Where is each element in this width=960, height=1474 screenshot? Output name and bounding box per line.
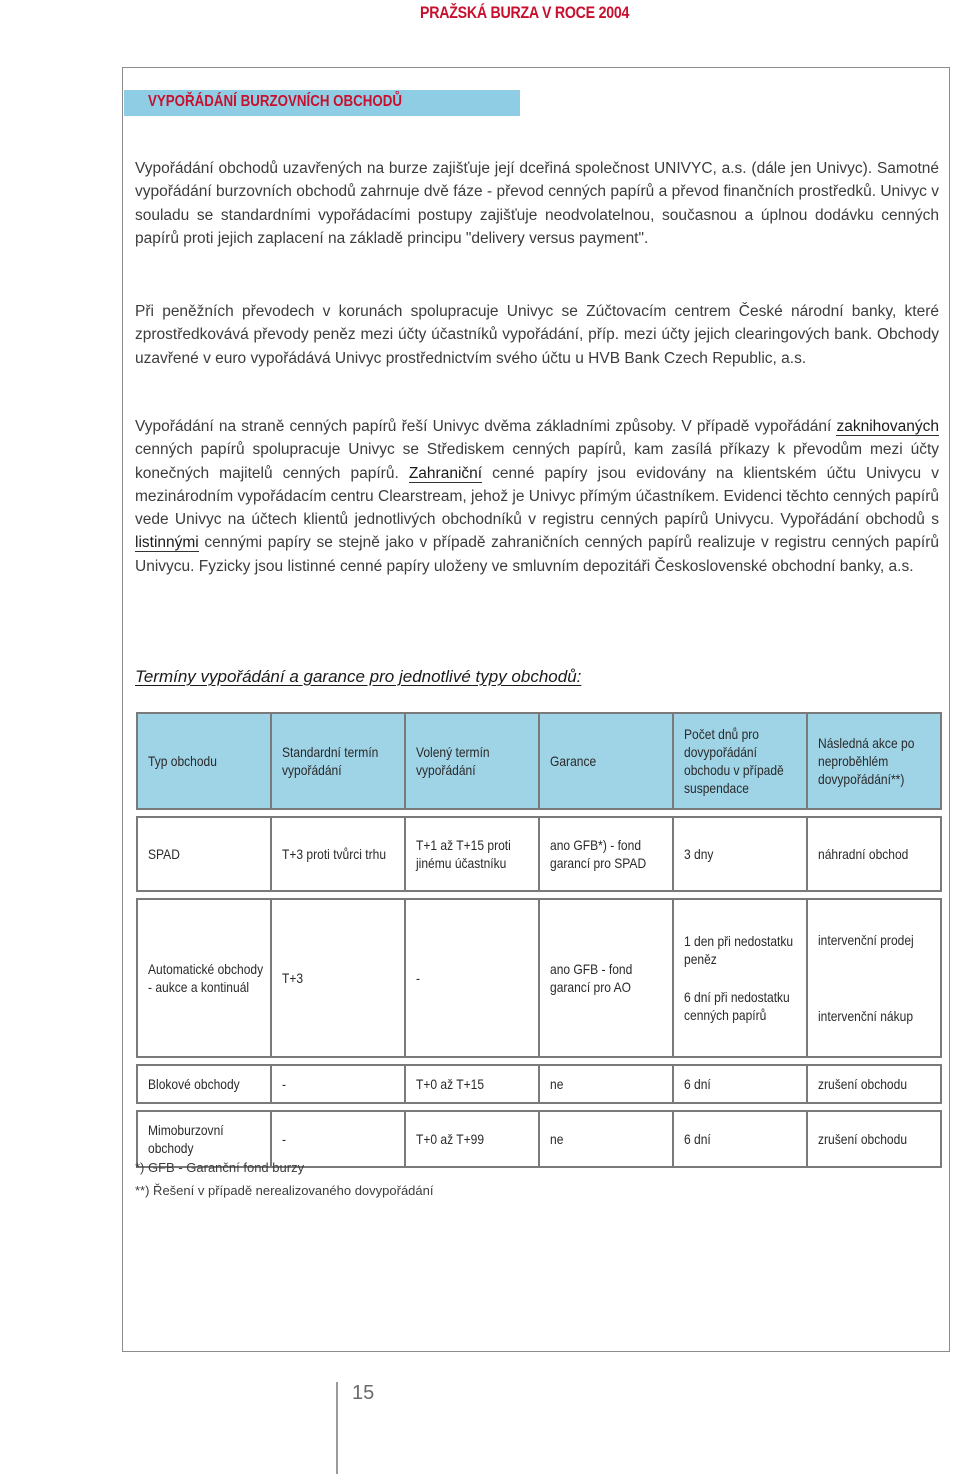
cell-days-money: 1 den při nedostatku peněz bbox=[684, 933, 794, 967]
header-standard-term: Standardní termín vypořádání bbox=[282, 744, 379, 778]
cell-action bbox=[818, 931, 936, 1025]
page-number-rule bbox=[336, 1382, 338, 1474]
cell-type: Automatické obchody - aukce a kontinuál bbox=[148, 961, 264, 995]
cell-chosen: - bbox=[416, 970, 421, 986]
cell-action: zrušení obchodu bbox=[818, 1131, 908, 1147]
cell bbox=[271, 1065, 405, 1103]
cell bbox=[673, 817, 807, 891]
keyword-zahranicni: Zahraniční bbox=[408, 464, 483, 482]
header-chosen-term: Volený termín vypořádání bbox=[416, 744, 490, 778]
cell bbox=[405, 1065, 539, 1103]
cell-guarantee: ne bbox=[550, 1131, 564, 1147]
table-caption: Termíny vypořádání a garance pro jednotlivé typy obchodů: bbox=[135, 667, 582, 686]
header-type: Typ obchodu bbox=[148, 753, 217, 769]
cell bbox=[539, 899, 673, 1057]
footnote-gfb: *) GFB - Garanční fond burzy bbox=[135, 1160, 305, 1175]
table-row bbox=[137, 899, 941, 1057]
cell bbox=[271, 899, 405, 1057]
paragraph-text: Vypořádání na straně cenných papírů řeší Univyc dvěma základními způsoby. V případě vypořádání bbox=[135, 418, 837, 435]
cell bbox=[539, 817, 673, 891]
table-row bbox=[137, 1111, 941, 1167]
header-cell bbox=[807, 713, 941, 809]
paragraph-text: cennými papíry se stejně jako v případě zahraničních cenných papírů realizuje v registru cenných papírů Univycu. Fyzicky jsou listinné cenné papíry uloženy ve smluvním depozitáři Československé obchodní banky, a.s. bbox=[135, 534, 939, 575]
page-number: 15 bbox=[352, 1382, 375, 1404]
keyword-zaknihovanych: zaknihovaných bbox=[836, 418, 939, 435]
table-header-row bbox=[137, 713, 941, 809]
cell-action: náhradní obchod bbox=[818, 846, 909, 862]
cell-standard: T+3 proti tvůrci trhu bbox=[282, 846, 387, 862]
table-row bbox=[137, 817, 941, 891]
cell-action: zrušení obchodu bbox=[818, 1076, 908, 1092]
header-guarantee: Garance bbox=[550, 753, 597, 769]
cell bbox=[405, 899, 539, 1057]
cell-guarantee: ano GFB*) - fond garancí pro SPAD bbox=[550, 837, 647, 871]
row-spacer bbox=[137, 1103, 941, 1111]
header-follow-up: Následná akce po neproběhlém dovypořádání**) bbox=[818, 735, 915, 787]
cell bbox=[137, 899, 271, 1057]
header-cell bbox=[271, 713, 405, 809]
cell bbox=[271, 1111, 405, 1167]
cell bbox=[137, 817, 271, 891]
cell-days bbox=[684, 932, 802, 1024]
cell bbox=[807, 899, 941, 1057]
cell bbox=[807, 1111, 941, 1167]
row-spacer bbox=[137, 1057, 941, 1065]
cell-standard: - bbox=[282, 1131, 287, 1147]
header-days: Počet dnů pro dovypořádání obchodu v případě suspendace bbox=[684, 726, 784, 796]
cell bbox=[539, 1065, 673, 1103]
cell-action-buy: intervenční nákup bbox=[818, 1008, 914, 1024]
header-cell bbox=[405, 713, 539, 809]
cell-days: 3 dny bbox=[684, 846, 714, 862]
cell bbox=[673, 1065, 807, 1103]
cell bbox=[673, 1111, 807, 1167]
cell-days: 6 dní bbox=[684, 1076, 711, 1092]
paragraph-securities-settlement bbox=[135, 415, 939, 578]
settlement-terms-table bbox=[136, 712, 942, 1168]
row-spacer bbox=[137, 891, 941, 899]
cell-type: SPAD bbox=[148, 846, 180, 862]
cell-guarantee: ne bbox=[550, 1076, 564, 1092]
cell-type: Mimoburzovní obchody bbox=[148, 1122, 224, 1156]
footnote-resolution: **) Řešení v případě nerealizovaného dovypořádání bbox=[135, 1183, 434, 1198]
header-cell bbox=[673, 713, 807, 809]
cell-type: Blokové obchody bbox=[148, 1076, 240, 1092]
paragraph-text: cenné papíry jsou evidovány na klientském účtu Univycu v mezinárodním vypořádacím centru Clearstream, jehož je Univyc přímým účastníkem. Evidenci těchto cenných papírů vede Univyc na účtech klientů jednotlivých obchodníků v registru cenných papírů Univycu. Vypořádání obchodů s bbox=[135, 464, 939, 529]
paragraph-intro: Vypořádání obchodů uzavřených na burze zajišťuje její dceřiná společnost UNIVYC, a.s. (dále jen Univyc). Samotné vypořádání burzovních obchodů zahrnuje dvě fáze - převod cenných papírů a převod finančních prostředků. Univyc v souladu se standardními vypořádacími postupy zajišťuje neodvolatelnou, současnou a úplnou dodávku cenných papírů proti jejich zaplacení na základě principu "delivery versus payment". bbox=[135, 160, 939, 247]
keyword-listinnymi: listinnými bbox=[135, 534, 199, 552]
cell bbox=[137, 1111, 271, 1167]
cell bbox=[807, 1065, 941, 1103]
section-title: VYPOŘÁDÁNÍ BURZOVNÍCH OBCHODŮ bbox=[148, 93, 403, 110]
row-spacer bbox=[137, 809, 941, 817]
header-cell bbox=[539, 713, 673, 809]
cell bbox=[807, 817, 941, 891]
cell bbox=[673, 899, 807, 1057]
cell-chosen: T+1 až T+15 proti jinému účastníku bbox=[416, 837, 511, 871]
cell-chosen: T+0 až T+99 bbox=[416, 1131, 485, 1147]
paragraph-money-transfers: Při peněžních převodech v korunách spolupracuje Univyc se Zúčtovacím centrem České národní banky, které zprostředkovává převody peněz mezi účty účastníků vypořádání, příp. mezi účty jejich clearingových bank. Obchody uzavřené v euro vypořádává Univyc prostřednictvím svého účtu u HVB Bank Czech Republic, a.s. bbox=[135, 303, 939, 367]
cell-days-securities: 6 dní při nedostatku cenných papírů bbox=[684, 989, 790, 1023]
header-cell bbox=[137, 713, 271, 809]
cell bbox=[539, 1111, 673, 1167]
cell-standard: - bbox=[282, 1076, 287, 1092]
cell bbox=[405, 1111, 539, 1167]
cell-standard: T+3 bbox=[282, 970, 304, 986]
cell-guarantee: ano GFB - fond garancí pro AO bbox=[550, 961, 633, 995]
running-head: PRAŽSKÁ BURZA V ROCE 2004 bbox=[419, 4, 629, 22]
cell bbox=[137, 1065, 271, 1103]
cell-chosen: T+0 až T+15 bbox=[416, 1076, 485, 1092]
paragraph-text: cenných papírů spolupracuje Univyc se Střediskem cenných papírů, kam zasílá příkazy k převodům mezi účty konečných majitelů cenných papírů. bbox=[135, 441, 939, 482]
cell-days: 6 dní bbox=[684, 1131, 711, 1147]
cell-action-sell: intervenční prodej bbox=[818, 932, 914, 948]
table-row bbox=[137, 1065, 941, 1103]
cell bbox=[405, 817, 539, 891]
cell bbox=[271, 817, 405, 891]
